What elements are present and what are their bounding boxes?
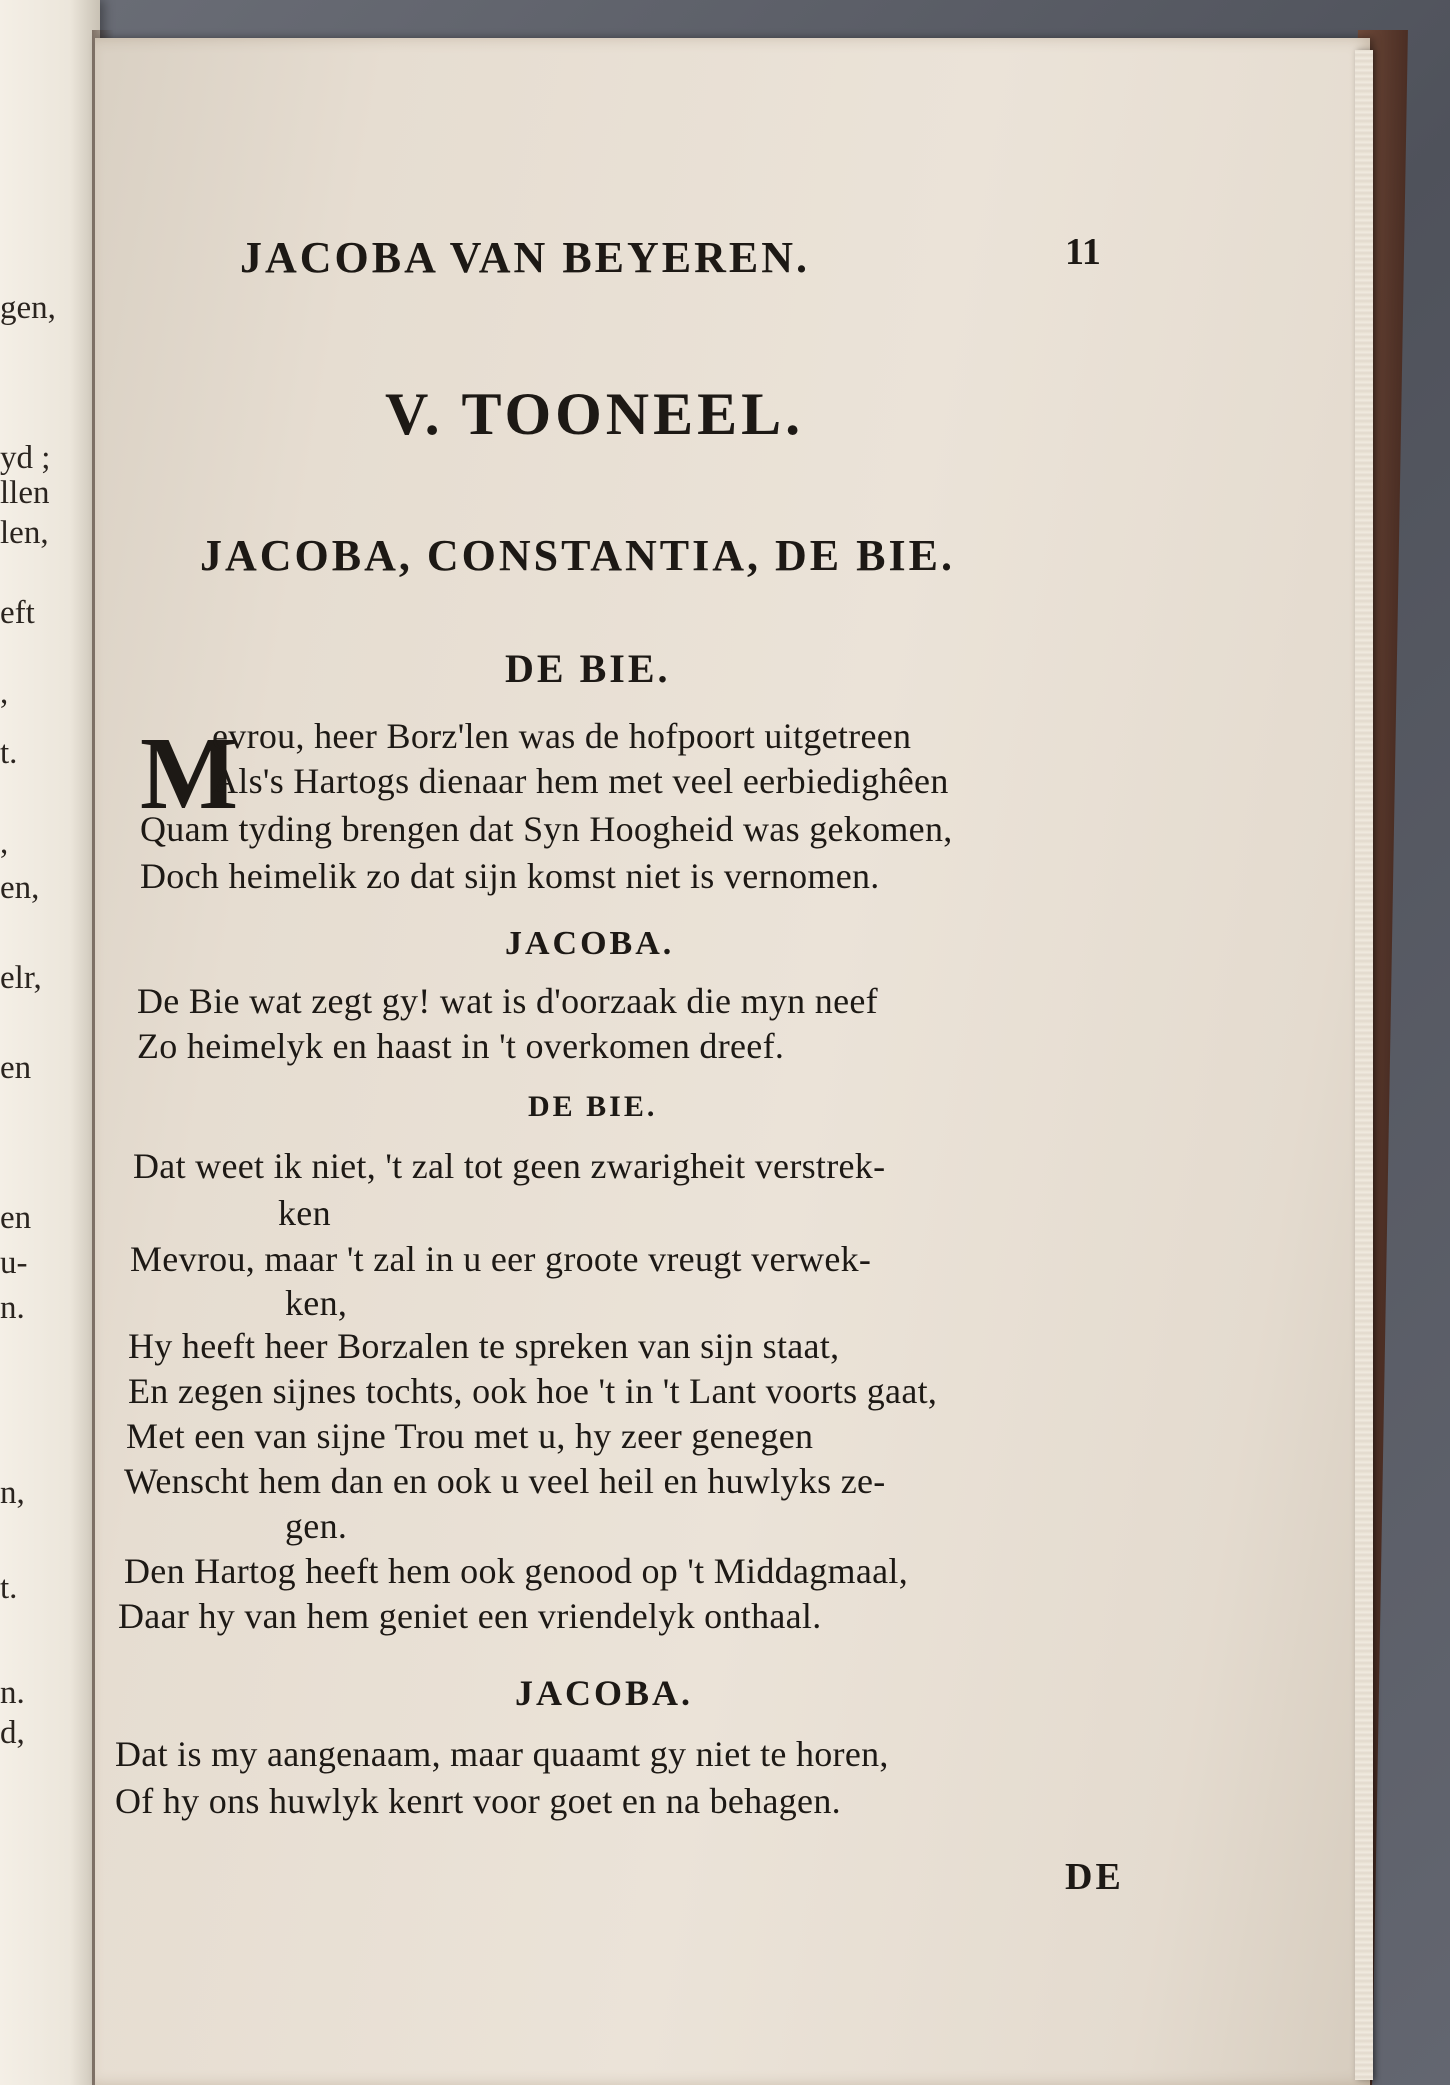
speaker-label: JACOBA. xyxy=(505,925,675,962)
left-page-fragment: n. xyxy=(0,1290,25,1326)
drop-cap: M xyxy=(140,716,239,831)
scene-title: V. TOONEEL. xyxy=(385,381,805,447)
left-page-fragment: yd ; xyxy=(0,440,51,476)
speaker-label: DE BIE. xyxy=(528,1090,658,1123)
left-page-fragment: gen, xyxy=(0,290,56,326)
verse-line: Of hy ons huwlyk kenrt voor goet en na behagen. xyxy=(115,1781,841,1821)
left-page-fragment: elr, xyxy=(0,960,42,996)
verse-line: Dat weet ik niet, 't zal tot geen zwarigheit verstrek- xyxy=(133,1146,886,1186)
verse-line: Daar hy van hem geniet een vriendelyk onthaal. xyxy=(118,1596,822,1636)
left-page-fragment: en xyxy=(0,1200,32,1236)
left-page-fragment: d, xyxy=(0,1715,25,1751)
verse-line-turnover: gen. xyxy=(285,1506,348,1546)
verse-line: De Bie wat zegt gy! wat is d'oorzaak die myn neef xyxy=(137,981,878,1021)
left-page-fragment: en xyxy=(0,1050,32,1086)
page-stack-edge xyxy=(1355,50,1373,2080)
left-page-fragment: llen xyxy=(0,475,50,511)
verse-line-turnover: ken, xyxy=(285,1283,348,1323)
verse-line-turnover: ken xyxy=(278,1193,331,1233)
page-number: 11 xyxy=(1065,231,1101,273)
character-list: JACOBA, CONSTANTIA, DE BIE. xyxy=(200,531,955,580)
verse-line: Wenscht hem dan en ook u veel heil en huwlyks ze- xyxy=(124,1461,886,1501)
verse-line: Mevrou, maar 't zal in u eer groote vreugt verwek- xyxy=(130,1239,872,1279)
speaker-label: JACOBA. xyxy=(515,1673,694,1713)
left-page-fragment: eft xyxy=(0,595,35,631)
verse-line: Quam tyding brengen dat Syn Hoogheid was gekomen, xyxy=(140,809,953,849)
speaker-label: DE BIE. xyxy=(505,646,671,691)
left-page-fragment: t. xyxy=(0,735,18,771)
verse-line: En zegen sijnes tochts, ook hoe 't in 't Lant voorts gaat, xyxy=(128,1371,938,1411)
left-page-fragment: , xyxy=(0,825,9,861)
left-page-fragment: en, xyxy=(0,870,40,906)
verse-line: Den Hartog heeft hem ook genood op 't Middagmaal, xyxy=(124,1551,908,1591)
left-page xyxy=(0,0,100,2085)
left-page-fragment: n, xyxy=(0,1475,25,1511)
verse-line: Met een van sijne Trou met u, hy zeer genegen xyxy=(126,1416,814,1456)
verse-line: Zo heimelyk en haast in 't overkomen dreef. xyxy=(137,1026,785,1066)
left-page-fragment: u- xyxy=(0,1245,28,1281)
verse-line: Als's Hartogs dienaar hem met veel eerbiedighêen xyxy=(212,761,949,801)
left-page-fragment: n. xyxy=(0,1675,25,1711)
verse-line: Doch heimelik zo dat sijn komst niet is vernomen. xyxy=(140,856,880,896)
verse-line: Dat is my aangenaam, maar quaamt gy niet te horen, xyxy=(115,1734,889,1774)
verse-line: Hy heeft heer Borzalen te spreken van sijn staat, xyxy=(128,1326,840,1366)
left-page-fragment: t. xyxy=(0,1570,18,1606)
left-page-fragment: , xyxy=(0,675,9,711)
verse-line: evrou, heer Borz'len was de hofpoort uitgetreen xyxy=(212,716,912,756)
catchword: DE xyxy=(1065,1856,1124,1898)
running-title: JACOBA VAN BEYEREN. xyxy=(240,233,811,282)
left-page-fragment: len, xyxy=(0,515,49,551)
